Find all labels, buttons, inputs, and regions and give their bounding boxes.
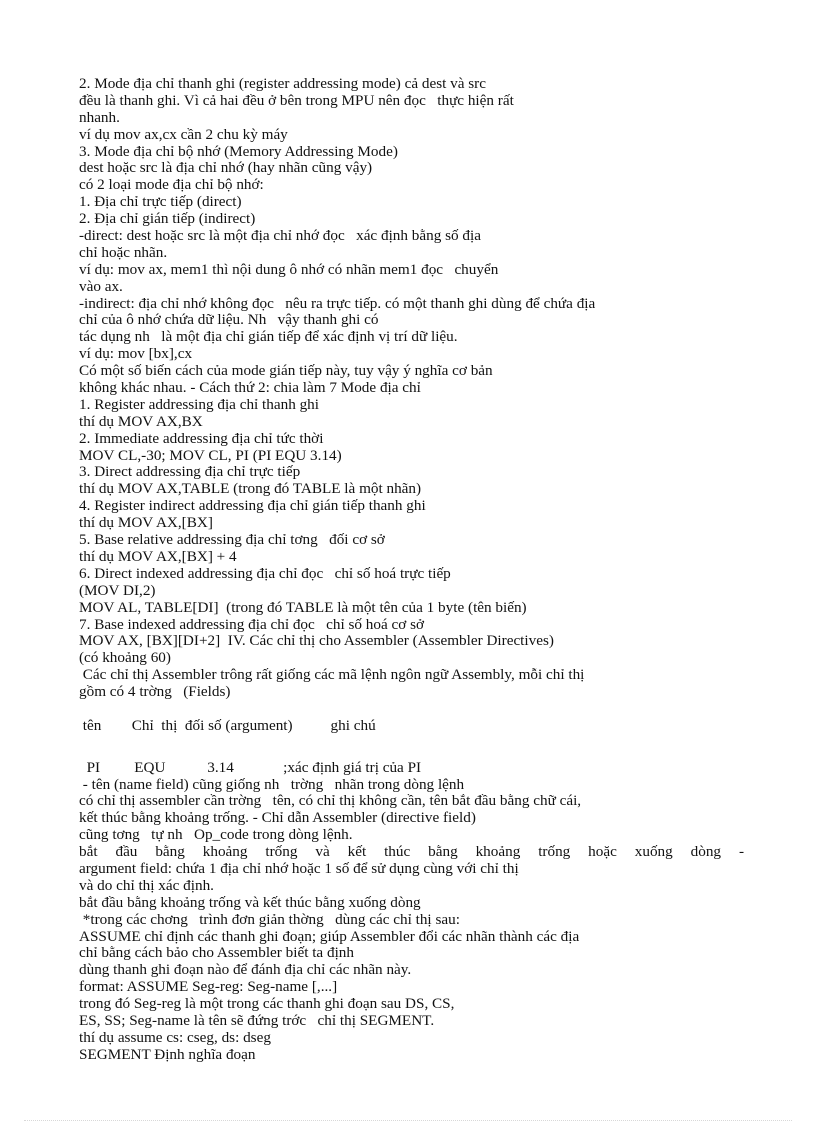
text-line: thí dụ assume cs: cseg, ds: dseg xyxy=(79,1028,271,1046)
text-line: (có khoảng 60) xyxy=(79,649,171,667)
text-line: thí dụ MOV AX,BX xyxy=(79,412,203,430)
text-line: ví dụ: mov ax, mem1 thì nội dung ô nhớ có nhãn mem1 đọc chuyển xyxy=(79,260,499,278)
text-line: format: ASSUME Seg-reg: Seg-name [,...] xyxy=(79,978,338,996)
text-line: ASSUME chỉ định các thanh ghi đoạn; giúp Assembler đổi các nhãn thành các địa xyxy=(79,927,580,945)
text-line: PI EQU 3.14 ;xác định giá trị của PI xyxy=(79,758,422,776)
text-line: MOV AL, TABLE[DI] (trong đó TABLE là một tên của 1 byte (tên biến) xyxy=(79,598,527,616)
text-line: thí dụ MOV AX,[BX] xyxy=(79,514,213,532)
text-line: nhanh. xyxy=(79,108,120,126)
text-line: kết thúc bằng khoảng trống. - Chỉ dẫn Assembler (directive field) xyxy=(79,809,476,827)
text-line: 3. Direct addressing địa chỉ trực tiếp xyxy=(79,463,301,481)
text-line: có chỉ thị assembler cần trờng tên, có chỉ thị không cần, tên bắt đầu bằng chữ cái, xyxy=(79,792,582,810)
text-line: tác dụng nh là một địa chỉ gián tiếp để xác định vị trí dữ liệu. xyxy=(79,328,458,346)
text-line: 5. Base relative addressing địa chỉ tơng đối cơ sở xyxy=(79,531,385,549)
text-line: Các chỉ thị Assembler trông rất giống các mã lệnh ngôn ngữ Assembly, mỗi chỉ thị xyxy=(79,666,585,684)
text-line: *trong các chơng trình đơn giản thờng dùng các chỉ thị sau: xyxy=(79,910,460,928)
blank-line xyxy=(79,701,744,718)
text-line: MOV AX, [BX][DI+2] IV. Các chỉ thị cho Assembler (Assembler Directives) xyxy=(79,632,554,650)
text-line: Có một số biến cách của mode gián tiếp này, tuy vậy ý nghĩa cơ bản xyxy=(79,362,493,380)
text-line: chỉ bằng cách bảo cho Assembler biết ta định xyxy=(79,944,354,962)
text-line: ví dụ: mov [bx],cx xyxy=(79,345,193,363)
text-line: đều là thanh ghi. Vì cả hai đều ở bên trong MPU nên đọc thực hiện rất xyxy=(79,91,514,109)
text-line: 2. Mode địa chỉ thanh ghi (register addressing mode) cả dest và src xyxy=(79,75,486,92)
text-line: và do chỉ thị xác định. xyxy=(79,876,214,894)
text-line: - tên (name field) cũng giống nh trờng nhãn trong dòng lệnh xyxy=(79,775,465,793)
text-line: bắt đầu bằng khoảng trống và kết thúc bằng khoảng trống hoặc xuống dòng - xyxy=(79,844,744,861)
text-line: 2. Immediate addressing địa chỉ tức thời xyxy=(79,429,324,447)
text-line: 4. Register indirect addressing địa chỉ gián tiếp thanh ghi xyxy=(79,497,426,515)
text-line: 2. Địa chỉ gián tiếp (indirect) xyxy=(79,210,256,228)
text-line: tên Chỉ thị đối số (argument) ghi chú xyxy=(79,716,376,734)
text-line: -indirect: địa chỉ nhớ không đọc nêu ra trực tiếp. có một thanh ghi dùng để chứa địa xyxy=(79,294,596,312)
text-line: cũng tơng tự nh Op_code trong dòng lệnh. xyxy=(79,826,353,844)
text-line: vào ax. xyxy=(79,277,123,295)
text-line: chỉ hoặc nhãn. xyxy=(79,243,168,261)
text-line: MOV CL,-30; MOV CL, PI (PI EQU 3.14) xyxy=(79,446,342,464)
text-line: (MOV DI,2) xyxy=(79,581,156,599)
text-line: SEGMENT Định nghĩa đoạn xyxy=(79,1045,256,1063)
text-line: chỉ của ô nhớ chứa dữ liệu. Nh vậy thanh ghi có xyxy=(79,311,379,329)
text-line: dùng thanh ghi đoạn nào để đánh địa chỉ các nhãn này. xyxy=(79,961,412,979)
page-bottom-rule xyxy=(24,1120,792,1121)
text-line: -direct: dest hoặc src là một địa chỉ nhớ đọc xác định bằng số địa xyxy=(79,227,481,245)
text-line: argument field: chứa 1 địa chỉ nhớ hoặc 1 số để sử dụng cùng với chỉ thị xyxy=(79,859,519,877)
text-line: 1. Register addressing địa chỉ thanh ghi xyxy=(79,395,319,413)
text-line: gồm có 4 trờng (Fields) xyxy=(79,683,231,701)
text-line: thí dụ MOV AX,TABLE (trong đó TABLE là một nhãn) xyxy=(79,480,422,498)
text-line: ES, SS; Seg-name là tên sẽ đứng trớc chỉ thị SEGMENT. xyxy=(79,1011,435,1029)
text-line: dest hoặc src là địa chỉ nhớ (hay nhãn cũng vậy) xyxy=(79,159,373,177)
text-line: 1. Địa chỉ trực tiếp (direct) xyxy=(79,193,242,211)
blank-line xyxy=(79,735,744,752)
text-line: bắt đầu bằng khoảng trống và kết thúc bằng xuống dòng xyxy=(79,893,421,911)
text-line: không khác nhau. - Cách thứ 2: chia làm 7 Mode địa chỉ xyxy=(79,379,421,397)
text-line: 3. Mode địa chỉ bộ nhớ (Memory Addressing Mode) xyxy=(79,142,398,160)
text-line: 7. Base indexed addressing địa chỉ đọc chỉ số hoá cơ sở xyxy=(79,615,425,633)
text-line: ví dụ mov ax,cx cần 2 chu kỳ máy xyxy=(79,125,288,143)
text-line: trong đó Seg-reg là một trong các thanh ghi đoạn sau DS, CS, xyxy=(79,995,455,1013)
text-line: có 2 loại mode địa chỉ bộ nhớ: xyxy=(79,176,264,194)
text-line: 6. Direct indexed addressing địa chỉ đọc chỉ số hoá trực tiếp xyxy=(79,564,451,582)
text-line: thí dụ MOV AX,[BX] + 4 xyxy=(79,547,237,565)
document-body xyxy=(79,76,744,1064)
